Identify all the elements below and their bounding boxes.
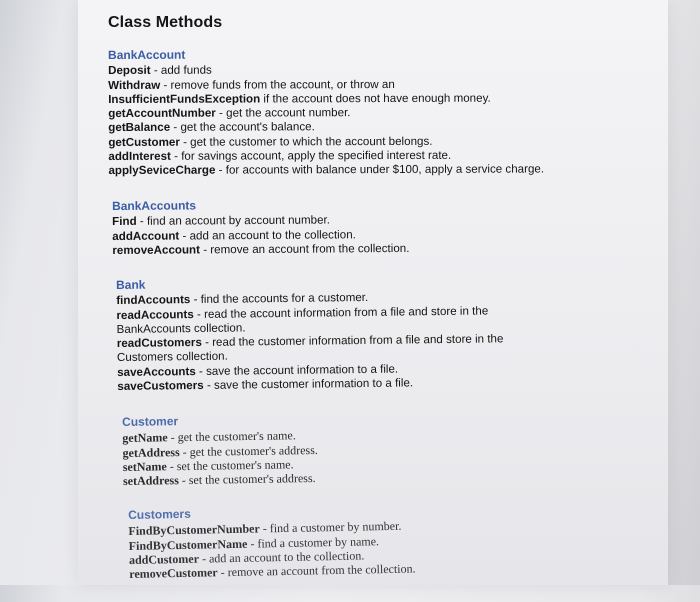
- method-description: - find an account by account number.: [137, 214, 330, 228]
- method-description: - save the account information to a file.: [196, 362, 399, 377]
- section-bank: [116, 271, 669, 394]
- method-name: InsufficientFundsException: [108, 93, 260, 107]
- section-customers: [128, 498, 669, 582]
- method-description: - find a customer by name.: [247, 534, 379, 551]
- method-name: readAccounts: [116, 308, 193, 322]
- method-name: Withdraw: [108, 79, 160, 92]
- method-name: addCustomer: [129, 552, 199, 567]
- method-name: addInterest: [108, 150, 171, 163]
- method-description: - get the customer to which the account belongs.: [180, 135, 433, 149]
- section-title: BankAccounts: [112, 195, 668, 213]
- method-name: getAccountNumber: [108, 107, 216, 120]
- method-name: saveCustomers: [117, 379, 204, 393]
- method-description: - find the accounts for a customer.: [190, 291, 368, 306]
- method-description: BankAccounts collection.: [117, 321, 246, 336]
- method-name: findAccounts: [116, 294, 190, 308]
- section-customer: [122, 406, 669, 488]
- method-name: getBalance: [108, 122, 170, 135]
- document-content: [108, 12, 668, 602]
- method-name: FindByCustomerNumber: [128, 522, 260, 539]
- method-name: addAccount: [112, 229, 179, 242]
- section-title: Bank: [116, 271, 668, 292]
- method-name: saveAccounts: [117, 365, 196, 379]
- method-description: - for savings account, apply the specified interest rate.: [171, 149, 451, 163]
- method-description: - for accounts with balance under $100, apply a service charge.: [215, 163, 544, 177]
- method-name: getCustomer: [108, 136, 180, 149]
- method-name: setName: [123, 459, 167, 474]
- method-name: getAddress: [122, 444, 179, 459]
- method-description: - save the customer information to a file.: [204, 377, 414, 393]
- method-description: - add funds: [151, 64, 212, 77]
- method-description: - add an account to the collection.: [199, 548, 365, 565]
- section-title: BankAccount: [108, 46, 668, 62]
- method-description: if the account does not have enough money.: [260, 92, 491, 106]
- method-description: - get the customer's name.: [168, 428, 296, 444]
- method-name: applySeviceCharge: [108, 164, 215, 177]
- method-description: - remove an account from the collection.: [200, 242, 410, 256]
- method-description: - remove an account from the collection.: [218, 562, 416, 580]
- section-title: Customer: [122, 406, 668, 429]
- method-description: - set the customer's address.: [179, 471, 316, 487]
- method-line: [112, 240, 668, 258]
- method-description: Customers collection.: [117, 350, 228, 364]
- method-description: - get the account number.: [216, 107, 351, 120]
- section-title: Customers: [128, 498, 668, 523]
- method-name: readCustomers: [117, 336, 202, 350]
- section-bankaccount: [108, 46, 668, 179]
- page-title: Class Methods: [108, 16, 668, 30]
- method-name: removeAccount: [112, 243, 200, 257]
- method-name: removeCustomer: [129, 565, 218, 581]
- method-description: - find a customer by number.: [260, 519, 402, 536]
- section-bankaccounts: [112, 195, 668, 258]
- method-line: [108, 163, 668, 179]
- method-description: - read the account information from a file and store in the: [194, 304, 489, 321]
- method-description: - set the customer's name.: [167, 457, 294, 473]
- method-name: setAddress: [123, 473, 179, 488]
- method-name: Find: [112, 215, 137, 228]
- method-description: - add an account to the collection.: [179, 228, 356, 242]
- method-description: - read the customer information from a file and store in the: [202, 333, 504, 350]
- method-description: - remove funds from the account, or throw an: [160, 78, 395, 92]
- method-name: Deposit: [108, 64, 151, 77]
- method-description: - get the account's balance.: [170, 121, 315, 135]
- method-description: - get the customer's address.: [180, 442, 318, 458]
- method-name: FindByCustomerName: [129, 536, 248, 552]
- method-name: getName: [122, 430, 168, 445]
